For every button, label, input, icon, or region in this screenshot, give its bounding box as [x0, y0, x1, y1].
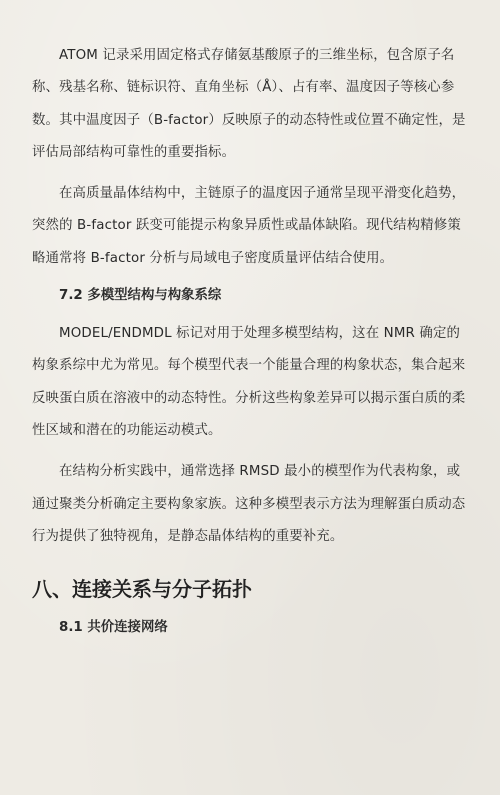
paragraph-atom-record: ATOM 记录采用固定格式存储氨基酸原子的三维坐标，包含原子名称、残基名称、链标识符、直角坐标（Å）、占有率、温度因子等核心参数。其中温度因子（B-factor）反映原子的动态特性或位置不确定性，是评估局部结构可靠性的重要指标。 [32, 48, 466, 160]
document-body [32, 40, 468, 640]
paragraph-bfactor: 在高质量晶体结构中，主链原子的温度因子通常呈现平滑变化趋势，突然的 B-factor 跃变可能提示构象异质性或晶体缺陷。现代结构精修策略通常将 B-factor 分析与局域电子密度质量评估结合使用。 [32, 186, 466, 266]
section-heading-7-2: 7.2 多模型结构与构象系综 [59, 288, 222, 304]
chapter-heading-8: 八、连接关系与分子拓扑 [32, 577, 252, 602]
paragraph-rmsd: 在结构分析实践中，通常选择 RMSD 最小的模型作为代表构象，或通过聚类分析确定主要构象家族。这种多模型表示方法为理解蛋白质动态行为提供了独特视角，是静态晶体结构的重要补充。 [32, 464, 466, 544]
section-heading-8-1: 8.1 共价连接网络 [59, 620, 168, 636]
paragraph-model-endmdl: MODEL/ENDMDL 标记对用于处理多模型结构，这在 NMR 确定的构象系综中尤为常见。每个模型代表一个能量合理的构象状态，集合起来反映蛋白质在溶液中的动态特性。分析这些构象差异可以揭示蛋白质的柔性区域和潜在的功能运动模式。 [32, 326, 466, 438]
